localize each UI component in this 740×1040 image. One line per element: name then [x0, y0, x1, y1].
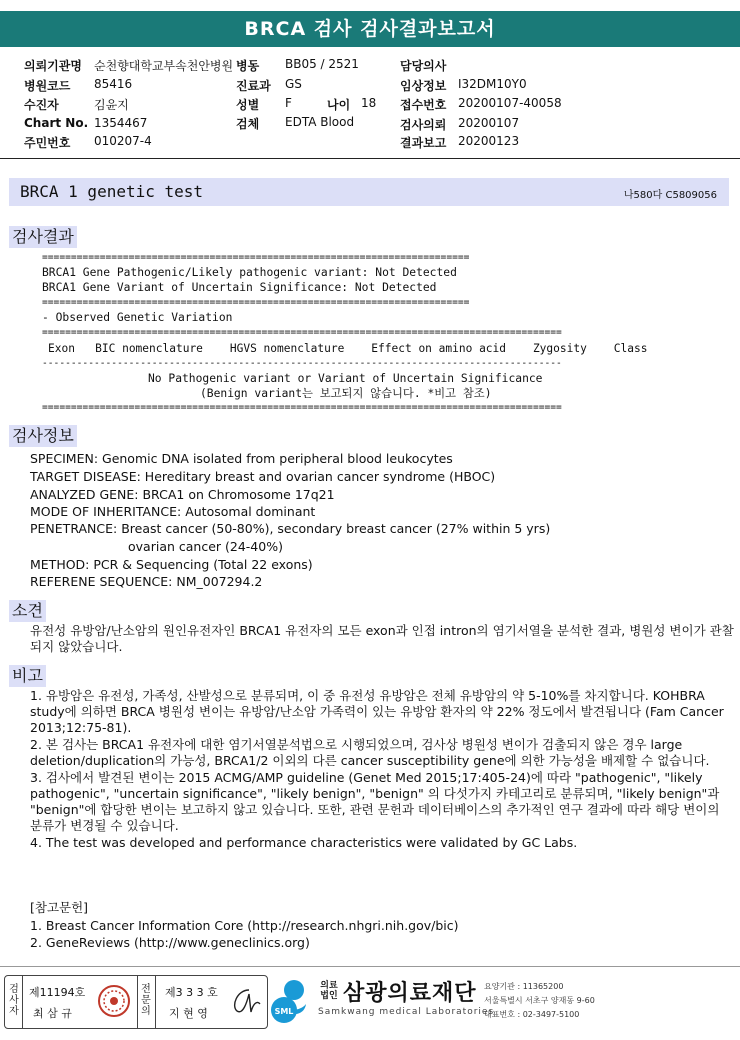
test-subject-title: BRCA 1 genetic test	[20, 182, 204, 201]
result-separator: ==========================================================================	[42, 297, 470, 308]
info-target-disease: TARGET DISEASE: Hereditary breast and ovarian cancer syndrome (HBOC)	[30, 469, 496, 484]
sex-label: 성별	[236, 98, 260, 112]
benign-note: (Benign variant는 보고되지 않습니다. *비고 참조)	[200, 387, 492, 400]
chart-value: 1354467	[94, 116, 148, 130]
specimen-value: EDTA Blood	[285, 115, 355, 129]
test-subject-bar	[9, 178, 729, 206]
footer-divider	[0, 966, 740, 967]
report-date-label: 결과보고	[400, 136, 447, 150]
reference-heading: [참고문헌]	[30, 900, 89, 915]
clinical-value: I32DM10Y0	[458, 77, 527, 91]
remark-item-3: 3. 검사에서 발견된 변이는 2015 ACMG/AMP guideline (Genet Med 2015;17:405-24)에 따라 "pathogenic", "likely pathogenic", "uncertain significance", "likely benign", "benign" 의 다섯가지 카테고리로 분류되며, "likely benign"과 "benign"에 합당한 변이는 보고하지 않고 있습니다. 또한, 관련 문헌과 데이터베이스의 추가적인 연구 결과에 따라 해당 변이의 분류가 변경될 수 있습니다.	[30, 770, 720, 833]
no-variant-text: No Pathogenic variant or Variant of Uncertain Significance	[148, 372, 543, 385]
opinion-text: 유전성 유방암/난소암의 원인유전자인 BRCA1 유전자의 모든 exon과 인접 intron의 염기서열을 분석한 결과, 병원성 변이가 관찰되지 않았습니다.	[30, 623, 734, 654]
info-heading: 검사정보	[9, 425, 77, 447]
patient-label: 수진자	[24, 98, 59, 112]
report-title: BRCA 검사 검사결과보고서	[0, 11, 740, 47]
age-label: 나이	[327, 98, 351, 112]
rrn-label: 주민번호	[24, 136, 71, 150]
variant-table-separator: ------------------------------------------------------------------------------------------	[42, 358, 562, 369]
info-penetrance-ovarian: ovarian cancer (24-40%)	[128, 539, 283, 554]
opinion-heading: 소견	[9, 600, 46, 622]
ward-value: BB05 / 2521	[285, 57, 359, 71]
header-divider	[0, 158, 740, 159]
institution-label: 의뢰기관명	[24, 59, 82, 73]
hospital-code-value: 85416	[94, 77, 133, 91]
remark-item-4: 4. The test was developed and performance characteristics were validated by GC Labs.	[30, 835, 578, 850]
report-date-value: 20200123	[458, 134, 520, 148]
variant-table-header: Exon BIC nomenclature HGVS nomenclature Effect on amino acid Zygosity Class	[48, 342, 648, 355]
result-pathogenic-line: BRCA1 Gene Pathogenic/Likely pathogenic variant: Not Detected	[42, 266, 457, 279]
receipt-label: 접수번호	[400, 98, 447, 112]
result-heading: 검사결과	[9, 226, 77, 248]
patient-value: 김윤지	[94, 98, 129, 112]
ward-label: 병동	[236, 59, 260, 73]
remark-item-2: 2. 본 검사는 BRCA1 유전자에 대한 염기서열분석법으로 시행되었으며, 검사상 병원성 변이가 검출되지 않은 경우 large deletion/duplication의 가능성, BRCA1/2 이외의 다른 cancer susceptibility gene에 의한 가능성을 배제할 수 없습니다.	[30, 737, 710, 768]
variant-table-separator: ==========================================================================================	[42, 327, 562, 338]
sex-value: F	[285, 96, 292, 110]
hospital-code-label: 병원코드	[24, 79, 71, 93]
specimen-label: 검체	[236, 117, 260, 131]
info-specimen: SPECIMEN: Genomic DNA isolated from peripheral blood leukocytes	[30, 451, 453, 466]
inspector-label: 검사자	[9, 984, 19, 1017]
dept-label: 진료과	[236, 79, 271, 93]
info-reference-sequence: REFERENE SEQUENCE: NM_007294.2	[30, 574, 263, 589]
institution-code: 요양기관 : 11365200	[484, 982, 564, 991]
remark-item-1: 1. 유방암은 유전성, 가족성, 산발성으로 분류되며, 이 중 유전성 유방암은 전체 유방암의 약 5-10%를 차지합니다. KOHBRA study에 의하면 BRCA 병원성 변이는 유방암/난소암 가족력이 있는 유방암 환자의 약 22% 정도에서 발견됩니다 (Fam Cancer 2013;12:75-81).	[30, 688, 724, 735]
age-value: 18	[361, 96, 377, 110]
specialist-label: 전문의	[141, 984, 151, 1017]
org-name: 삼광의료재단	[343, 981, 477, 1006]
variant-table-separator: ==========================================================================================	[42, 402, 562, 413]
rrn-value: 010207-4	[94, 134, 152, 148]
info-inheritance: MODE OF INHERITANCE: Autosomal dominant	[30, 504, 316, 519]
info-penetrance: PENETRANCE: Breast cancer (50-80%), secondary breast cancer (27% within 5 yrs)	[30, 521, 551, 536]
sml-logo-icon	[270, 976, 312, 1026]
inspector-name: 최 삼 규	[33, 1007, 72, 1020]
reference-1: 1. Breast Cancer Information Core (http://research.nhgri.nih.gov/bic)	[30, 918, 459, 933]
doctor-label: 담당의사	[400, 59, 447, 73]
institution-value: 순천향대학교부속천안병원	[94, 59, 234, 73]
inspector-license: 제11194호	[29, 986, 86, 999]
reference-2: 2. GeneReviews (http://www.geneclinics.org)	[30, 935, 310, 950]
org-phone: 대표번호 : 02-3497-5100	[484, 1010, 580, 1019]
clinical-label: 임상정보	[400, 79, 447, 93]
org-address: 서울특별시 서초구 양재동 9-60	[484, 996, 595, 1005]
specialist-name: 지 현 영	[169, 1007, 208, 1020]
observed-variation-label: - Observed Genetic Variation	[42, 311, 233, 324]
org-type: 의료법인	[320, 981, 338, 1001]
info-analyzed-gene: ANALYZED GENE: BRCA1 on Chromosome 17q21	[30, 487, 335, 502]
info-method: METHOD: PCR & Sequencing (Total 22 exons)	[30, 557, 313, 572]
specialist-license: 제3 3 3 호	[165, 986, 218, 999]
remarks-body	[30, 688, 735, 852]
dept-value: GS	[285, 77, 302, 91]
request-value: 20200107	[458, 116, 520, 130]
signature-icon	[227, 984, 263, 1018]
result-separator: ==========================================================================	[42, 252, 470, 263]
inspector-seal-icon	[97, 984, 131, 1018]
org-english-name: Samkwang medical Laboratories	[318, 1007, 495, 1017]
test-code: 나580다 C5809056	[623, 190, 717, 201]
request-label: 검사의뢰	[400, 118, 447, 132]
chart-label: Chart No.	[24, 116, 89, 130]
logo-text: SML	[274, 1007, 294, 1016]
remarks-heading: 비고	[9, 665, 46, 687]
signature-box	[4, 975, 268, 1029]
receipt-value: 20200107-40058	[458, 96, 562, 110]
result-vus-line: BRCA1 Gene Variant of Uncertain Significance: Not Detected	[42, 281, 437, 294]
